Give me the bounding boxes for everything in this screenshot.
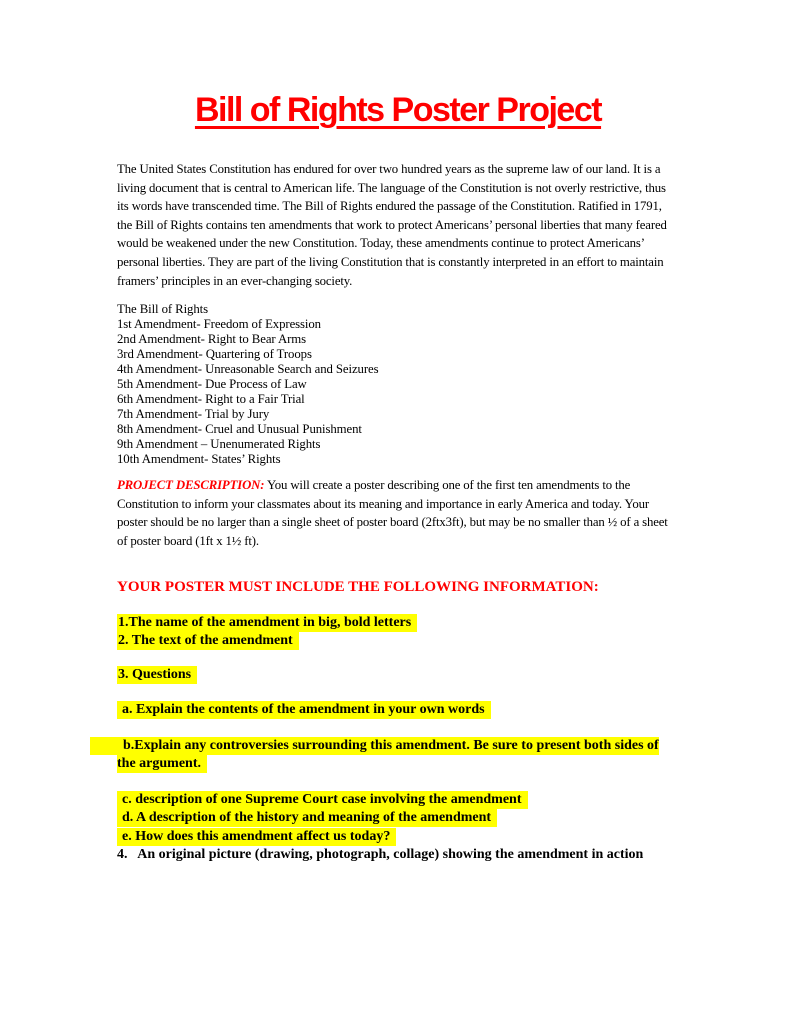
requirement-item-3d [117, 809, 679, 828]
amendment-item-4: 4th Amendment- Unreasonable Search and Seizures [117, 362, 379, 377]
requirement-item-3e [117, 828, 679, 847]
highlighted-text: c. description of one Supreme Court case involving the amendment [117, 791, 528, 809]
page-title: Bill of Rights Poster Project [194, 91, 602, 129]
amendment-item-9: 9th Amendment – Unenumerated Rights [117, 437, 321, 452]
amendment-item-5: 5th Amendment- Due Process of Law [117, 377, 307, 392]
requirement-item-3a [117, 701, 679, 720]
highlighted-text: d. A description of the history and meaning of the amendment [117, 809, 497, 827]
requirement-item-1 [117, 614, 679, 633]
requirement-item-3b [117, 737, 679, 774]
amendment-item-7: 7th Amendment- Trial by Jury [117, 407, 270, 422]
amendment-item-10: 10th Amendment- States’ Rights [117, 452, 281, 467]
highlighted-text: 1.The name of the amendment in big, bold letters [117, 614, 417, 632]
amendment-item-6: 6th Amendment- Right to a Fair Trial [117, 392, 305, 407]
requirements-group-c-d-e [117, 791, 679, 847]
bill-of-rights-heading: The Bill of Rights [117, 302, 208, 317]
requirements-heading: YOUR POSTER MUST INCLUDE THE FOLLOWING INFORMATION: [117, 578, 599, 595]
requirement-item-2 [117, 632, 679, 651]
amendment-item-8: 8th Amendment- Cruel and Unusual Punishment [117, 422, 362, 437]
requirement-item-3 [117, 666, 679, 685]
highlighted-text: 3. Questions [117, 666, 197, 684]
intro-paragraph: The United States Constitution has endured for over two hundred years as the supreme law of our land. It is a living document that is central to American life. The language of the Constitution is not overly restrictive, thus its words have transcended time. The Bill of Rights endured the passage of the Constitution. Ratified in 1791, the Bill of Rights contains ten amendments that work to protect Americans’ personal liberties that many feared would be weakened under the new Constitution. Today, these amendments continue to protect Americans’ personal liberties. They are part of the living Constitution that is constantly interpreted in an effort to maintain framers’ principles in an ever-changing society. [117, 162, 667, 288]
highlighted-text: 2. The text of the amendment [117, 632, 299, 650]
requirements-group-1-2 [117, 614, 679, 651]
amendment-item-1: 1st Amendment- Freedom of Expression [117, 317, 321, 332]
amendment-item-3: 3rd Amendment- Quartering of Troops [117, 347, 312, 362]
bill-of-rights-list [117, 302, 679, 467]
requirement-item-3c [117, 791, 679, 810]
project-description-paragraph [117, 476, 679, 550]
highlighted-text: b.Explain any controversies surrounding this amendment. Be sure to present both sides of the argument. [90, 737, 659, 774]
amendment-item-2: 2nd Amendment- Right to Bear Arms [117, 332, 306, 347]
highlighted-text: e. How does this amendment affect us today? [117, 828, 396, 846]
requirement-item-4: 4. An original picture (drawing, photograph, collage) showing the amendment in action [117, 847, 644, 863]
project-description-label: PROJECT DESCRIPTION: [117, 478, 265, 493]
project-description-text: You will create a poster describing one of the first ten amendments to the Constitution to inform your classmates about its meaning and importance in early America and today. Your poster should be no larger than a single sheet of poster board (2ftx3ft), but may be no smaller than ½ of a sheet of poster board (1ft x 1½ ft). [117, 478, 668, 549]
highlighted-text: a. Explain the contents of the amendment in your own words [117, 701, 491, 719]
